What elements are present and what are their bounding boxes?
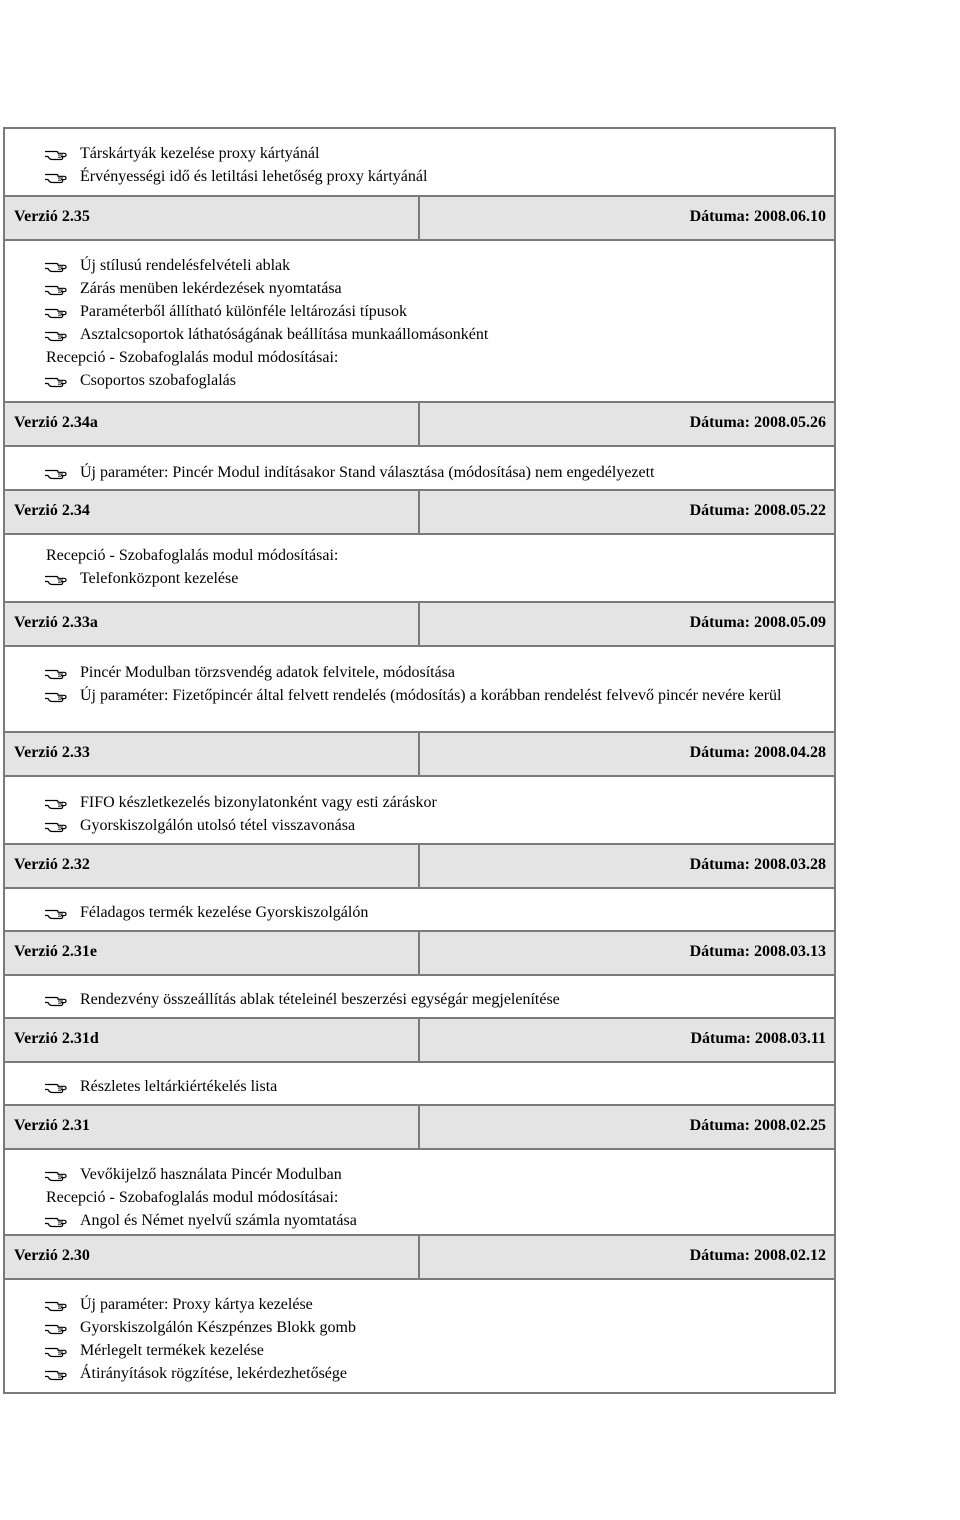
pointing-hand-icon — [44, 819, 68, 833]
changelog-item: Pincér Modulban törzsvendég adatok felvitele, módosítása — [80, 664, 456, 681]
cell-divider — [418, 491, 420, 533]
pointing-hand-icon — [44, 1298, 68, 1312]
date-label: Dátuma: 2008.03.28 — [689, 856, 826, 873]
pointing-hand-icon — [44, 147, 68, 161]
pointing-hand-icon — [44, 282, 68, 296]
changelog-body-cell — [3, 1148, 836, 1234]
date-label: Dátuma: 2008.03.11 — [690, 1030, 826, 1047]
changelog-body-cell — [3, 127, 836, 195]
pointing-hand-icon — [44, 466, 68, 480]
pointing-hand-icon — [44, 328, 68, 342]
changelog-item: Részletes leltárkiértékelés lista — [80, 1078, 278, 1095]
changelog-item: Asztalcsoportok láthatóságának beállítása munkaállomásonként — [80, 326, 489, 343]
changelog-item: Gyorskiszolgálón utolsó tétel visszavonása — [80, 817, 356, 834]
changelog-item: Új paraméter: Proxy kártya kezelése — [80, 1296, 313, 1313]
version-label: Verzió 2.33a — [14, 614, 98, 631]
pointing-hand-icon — [44, 1367, 68, 1381]
pointing-hand-icon — [44, 1214, 68, 1228]
changelog-body-cell — [3, 533, 836, 601]
pointing-hand-icon — [44, 572, 68, 586]
version-header-row — [3, 1017, 836, 1061]
cell-divider — [418, 603, 420, 645]
module-subheading: Recepció - Szobafoglalás modul módosításai: — [46, 547, 339, 564]
pointing-hand-icon — [44, 666, 68, 680]
version-header-row — [3, 843, 836, 887]
version-header-row — [3, 731, 836, 775]
pointing-hand-icon — [44, 374, 68, 388]
version-label: Verzió 2.31 — [14, 1117, 90, 1134]
version-label: Verzió 2.34a — [14, 414, 98, 431]
pointing-hand-icon — [44, 1321, 68, 1335]
changelog-body-cell — [3, 645, 836, 731]
version-label: Verzió 2.34 — [14, 502, 90, 519]
date-label: Dátuma: 2008.05.26 — [689, 414, 826, 431]
version-header-row — [3, 930, 836, 974]
changelog-body-cell — [3, 1278, 836, 1394]
version-label: Verzió 2.31d — [14, 1030, 99, 1047]
changelog-body-cell — [3, 445, 836, 489]
changelog-item: Gyorskiszolgálón Készpénzes Blokk gomb — [80, 1319, 356, 1336]
version-header-row — [3, 1104, 836, 1148]
module-subheading: Recepció - Szobafoglalás modul módosításai: — [46, 1189, 339, 1206]
module-subheading: Recepció - Szobafoglalás modul módosításai: — [46, 349, 339, 366]
changelog-item: Új paraméter: Pincér Modul indításakor Stand választása (módosítása) nem engedélyezett — [80, 464, 655, 481]
date-label: Dátuma: 2008.05.22 — [689, 502, 826, 519]
changelog-item: Új paraméter: Fizetőpincér által felvett rendelés (módosítás) a korábban rendelést felvevő pincér nevére kerül — [80, 687, 782, 704]
changelog-item: FIFO készletkezelés bizonylatonként vagy esti záráskor — [80, 794, 437, 811]
pointing-hand-icon — [44, 170, 68, 184]
changelog-item: Paraméterből állítható különféle leltározási típusok — [80, 303, 408, 320]
changelog-item: Új stílusú rendelésfelvételi ablak — [80, 257, 291, 274]
changelog-item: Zárás menüben lekérdezések nyomtatása — [80, 280, 342, 297]
changelog-item: Vevőkijelző használata Pincér Modulban — [80, 1166, 342, 1183]
version-header-row — [3, 489, 836, 533]
cell-divider — [418, 1019, 420, 1061]
cell-divider — [418, 197, 420, 239]
pointing-hand-icon — [44, 993, 68, 1007]
changelog-item: Átirányítások rögzítése, lekérdezhetősége — [80, 1365, 347, 1382]
changelog-item: Csoportos szobafoglalás — [80, 372, 236, 389]
version-label: Verzió 2.35 — [14, 208, 90, 225]
version-header-row — [3, 1234, 836, 1278]
changelog-body-cell — [3, 887, 836, 930]
changelog-body-cell — [3, 974, 836, 1017]
changelog-item: Féladagos termék kezelése Gyorskiszolgálón — [80, 904, 369, 921]
date-label: Dátuma: 2008.02.25 — [689, 1117, 826, 1134]
cell-divider — [418, 932, 420, 974]
date-label: Dátuma: 2008.06.10 — [689, 208, 826, 225]
version-header-row — [3, 195, 836, 239]
date-label: Dátuma: 2008.04.28 — [689, 744, 826, 761]
changelog-item: Érvényességi idő és letiltási lehetőség proxy kártyánál — [80, 168, 428, 185]
version-header-row — [3, 401, 836, 445]
date-label: Dátuma: 2008.02.12 — [689, 1247, 826, 1264]
version-header-row — [3, 601, 836, 645]
changelog-item: Telefonközpont kezelése — [80, 570, 239, 587]
pointing-hand-icon — [44, 259, 68, 273]
date-label: Dátuma: 2008.03.13 — [689, 943, 826, 960]
changelog-item: Mérlegelt termékek kezelése — [80, 1342, 264, 1359]
changelog-body-cell — [3, 239, 836, 401]
cell-divider — [418, 845, 420, 887]
cell-divider — [418, 403, 420, 445]
version-label: Verzió 2.30 — [14, 1247, 90, 1264]
version-label: Verzió 2.31e — [14, 943, 97, 960]
version-label: Verzió 2.33 — [14, 744, 90, 761]
changelog-table — [3, 127, 836, 1394]
version-label: Verzió 2.32 — [14, 856, 90, 873]
pointing-hand-icon — [44, 305, 68, 319]
cell-divider — [418, 1236, 420, 1278]
pointing-hand-icon — [44, 1344, 68, 1358]
pointing-hand-icon — [44, 689, 68, 703]
cell-divider — [418, 733, 420, 775]
changelog-item: Társkártyák kezelése proxy kártyánál — [80, 145, 320, 162]
pointing-hand-icon — [44, 906, 68, 920]
changelog-item: Angol és Német nyelvű számla nyomtatása — [80, 1212, 357, 1229]
date-label: Dátuma: 2008.05.09 — [689, 614, 826, 631]
pointing-hand-icon — [44, 1168, 68, 1182]
pointing-hand-icon — [44, 1080, 68, 1094]
changelog-item: Rendezvény összeállítás ablak tételeinél beszerzési egységár megjelenítése — [80, 991, 560, 1008]
changelog-body-cell — [3, 775, 836, 843]
pointing-hand-icon — [44, 796, 68, 810]
cell-divider — [418, 1106, 420, 1148]
changelog-body-cell — [3, 1061, 836, 1104]
